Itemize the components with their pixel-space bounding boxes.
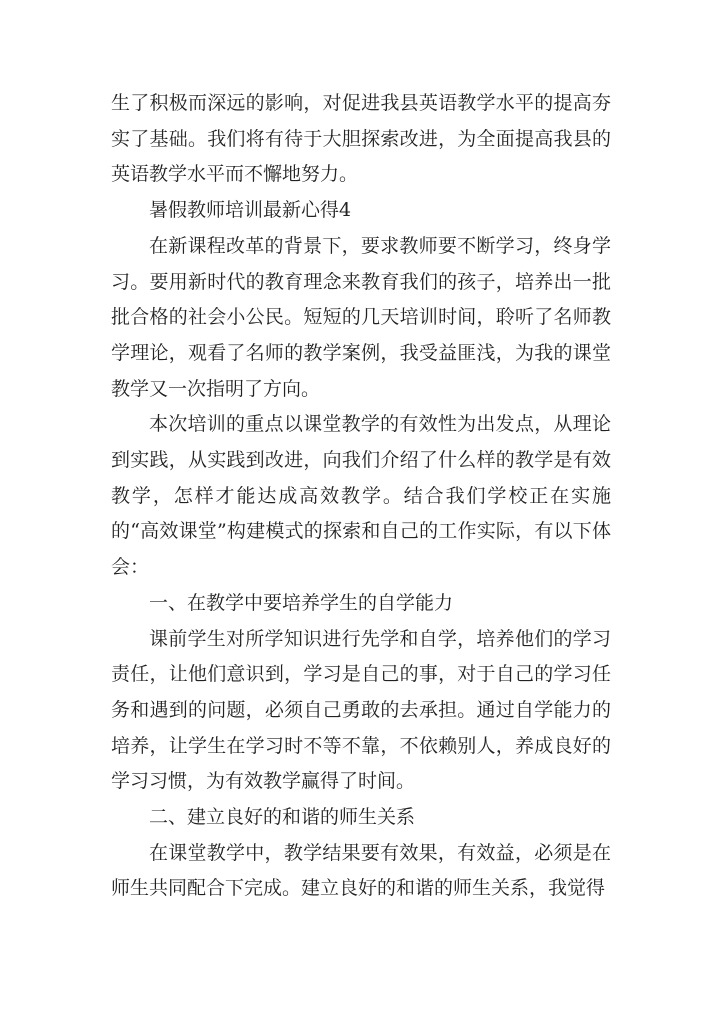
subheading-teacher-student: 二、建立良好的和谐的师生关系 — [149, 806, 416, 829]
section-title: 暑假教师培训最新心得4 — [149, 199, 352, 222]
paragraph-self-study: 课前学生对所学知识进行先学和自学，培养他们的学习责任，让他们意识到，学习是自己的事，对于自己的学习任务和遇到的问题，必须自己勇敢的去承担。通过自学能力的培养，让学生在学习时不等不靠，不依赖别人，养成良好的学习习惯，为有效教学赢得了时间。 — [111, 627, 611, 793]
paragraph-training-focus: 本次培训的重点以课堂教学的有效性为出发点，从理论到实践，从实践到改进，向我们介绍了什么样的教学是有效教学，怎样才能达成高效教学。结合我们学校正在实施的“高效课堂”构建模式的探索和自己的工作实际，有以下体会： — [111, 413, 611, 579]
paragraph-teacher-student: 在课堂教学中，教学结果要有效果，有效益，必须是在师生共同配合下完成。建立良好的和谐的师生关系，我觉得 — [111, 841, 611, 900]
subheading-self-study: 一、在教学中要培养学生的自学能力 — [149, 591, 454, 614]
paragraph-background: 在新课程改革的背景下，要求教师要不断学习，终身学习。要用新时代的教育理念来教育我们的孩子，培养出一批批合格的社会小公民。短短的几天培训时间，聆听了名师教学理论，观看了名师的教学案例，我受益匪浅，为我的课堂教学又一次指明了方向。 — [111, 234, 611, 400]
paragraph-continuation: 生了积极而深远的影响，对促进我县英语教学水平的提高夯实了基础。我们将有待于大胆探索改进，为全面提高我县的英语教学水平而不懈地努力。 — [111, 92, 611, 186]
document-body — [111, 86, 611, 907]
